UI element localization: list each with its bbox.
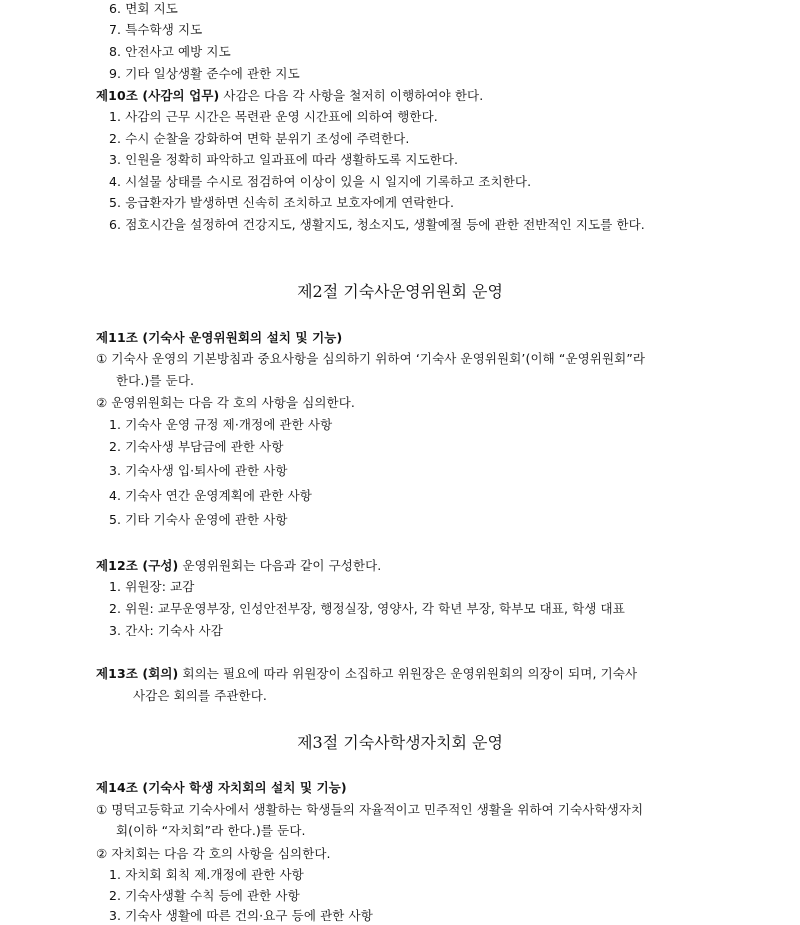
section-2-title: 제2절 기숙사운영위원회 운영 <box>297 282 503 301</box>
art11-para-1-line-2: 한다.)를 둔다. <box>116 373 195 388</box>
art9-item-8: 8. 안전사고 예방 지도 <box>109 44 231 59</box>
section-3-title: 제3절 기숙사학생자치회 운영 <box>297 733 503 752</box>
article-14-heading: 제14조 (기숙사 학생 자치회의 설치 및 기능) <box>96 780 347 795</box>
article-11-heading: 제11조 (기숙사 운영위원회의 설치 및 기능) <box>96 330 343 345</box>
art14-item-1: 1. 자치회 회칙 제.개정에 관한 사항 <box>109 867 304 882</box>
article-10-text: 사감은 다음 각 사항을 철저히 이행하여야 한다. <box>219 88 484 103</box>
art10-item-1: 1. 사감의 근무 시간은 목련관 운영 시간표에 의하여 행한다. <box>109 109 438 124</box>
art10-item-4: 4. 시설물 상태를 수시로 점검하여 이상이 있을 시 일지에 기록하고 조치한다. <box>109 174 532 189</box>
art14-para-2: ② 자치회는 다음 각 호의 사항을 심의한다. <box>96 846 331 861</box>
article-13-text-line-1: 회의는 필요에 따라 위원장이 소집하고 위원장은 운영위원회의 의장이 되며, 기숙사 <box>178 666 638 681</box>
article-12-heading: 제12조 (구성) <box>96 558 179 573</box>
article-10-heading: 제10조 (사감의 업무) <box>96 88 220 103</box>
art12-item-1: 1. 위원장: 교감 <box>109 579 195 594</box>
art9-item-7: 7. 특수학생 지도 <box>109 22 203 37</box>
article-13-heading: 제13조 (회의) <box>96 666 179 681</box>
art10-item-3: 3. 인원을 정확히 파악하고 일과표에 따라 생활하도록 지도한다. <box>109 152 459 167</box>
art12-item-2: 2. 위원: 교무운영부장, 인성안전부장, 행정실장, 영양사, 각 학년 부장, 학부모 대표, 학생 대표 <box>109 601 625 616</box>
art11-para-2: ② 운영위원회는 다음 각 호의 사항을 심의한다. <box>96 395 355 410</box>
art11-item-1: 1. 기숙사 운영 규정 제·개정에 관한 사항 <box>109 417 333 432</box>
art11-item-2: 2. 기숙사생 부담금에 관한 사항 <box>109 439 284 454</box>
art11-item-4: 4. 기숙사 연간 운영계획에 관한 사항 <box>109 488 312 503</box>
art9-item-6: 6. 면회 지도 <box>109 1 178 16</box>
art11-item-5: 5. 기타 기숙사 운영에 관한 사항 <box>109 512 288 527</box>
art14-item-3: 3. 기숙사 생활에 따른 건의·요구 등에 관한 사항 <box>109 908 373 923</box>
art12-item-3: 3. 간사: 기숙사 사감 <box>109 623 223 638</box>
article-13-text-line-2: 사감은 회의를 주관한다. <box>133 688 267 703</box>
art11-para-1-line-1: ① 기숙사 운영의 기본방침과 중요사항을 심의하기 위하여 ‘기숙사 운영위원회’(이해 “운영위원회”라 <box>96 351 646 366</box>
art10-item-2: 2. 수시 순찰을 강화하여 면학 분위기 조성에 주력한다. <box>109 131 410 146</box>
art14-para-1-line-1: ① 명덕고등학교 기숙사에서 생활하는 학생들의 자율적이고 민주적인 생활을 위하여 기숙사학생자치 <box>96 802 644 817</box>
art9-item-9: 9. 기타 일상생활 준수에 관한 지도 <box>109 66 300 81</box>
art14-item-2: 2. 기숙사생활 수칙 등에 관한 사항 <box>109 888 300 903</box>
article-12 <box>96 557 381 575</box>
art11-item-3: 3. 기숙사생 입·퇴사에 관한 사항 <box>109 463 288 478</box>
article-10 <box>96 87 483 105</box>
art10-item-5: 5. 응급환자가 발생하면 신속히 조치하고 보호자에게 연락한다. <box>109 195 455 210</box>
article-12-text: 운영위원회는 다음과 같이 구성한다. <box>178 558 382 573</box>
art10-item-6: 6. 점호시간을 설정하여 건강지도, 생활지도, 청소지도, 생활예절 등에 관한 전반적인 지도를 한다. <box>109 217 645 232</box>
article-13 <box>96 665 637 683</box>
art14-para-1-line-2: 회(이하 “자치회”라 한다.)를 둔다. <box>116 823 306 838</box>
